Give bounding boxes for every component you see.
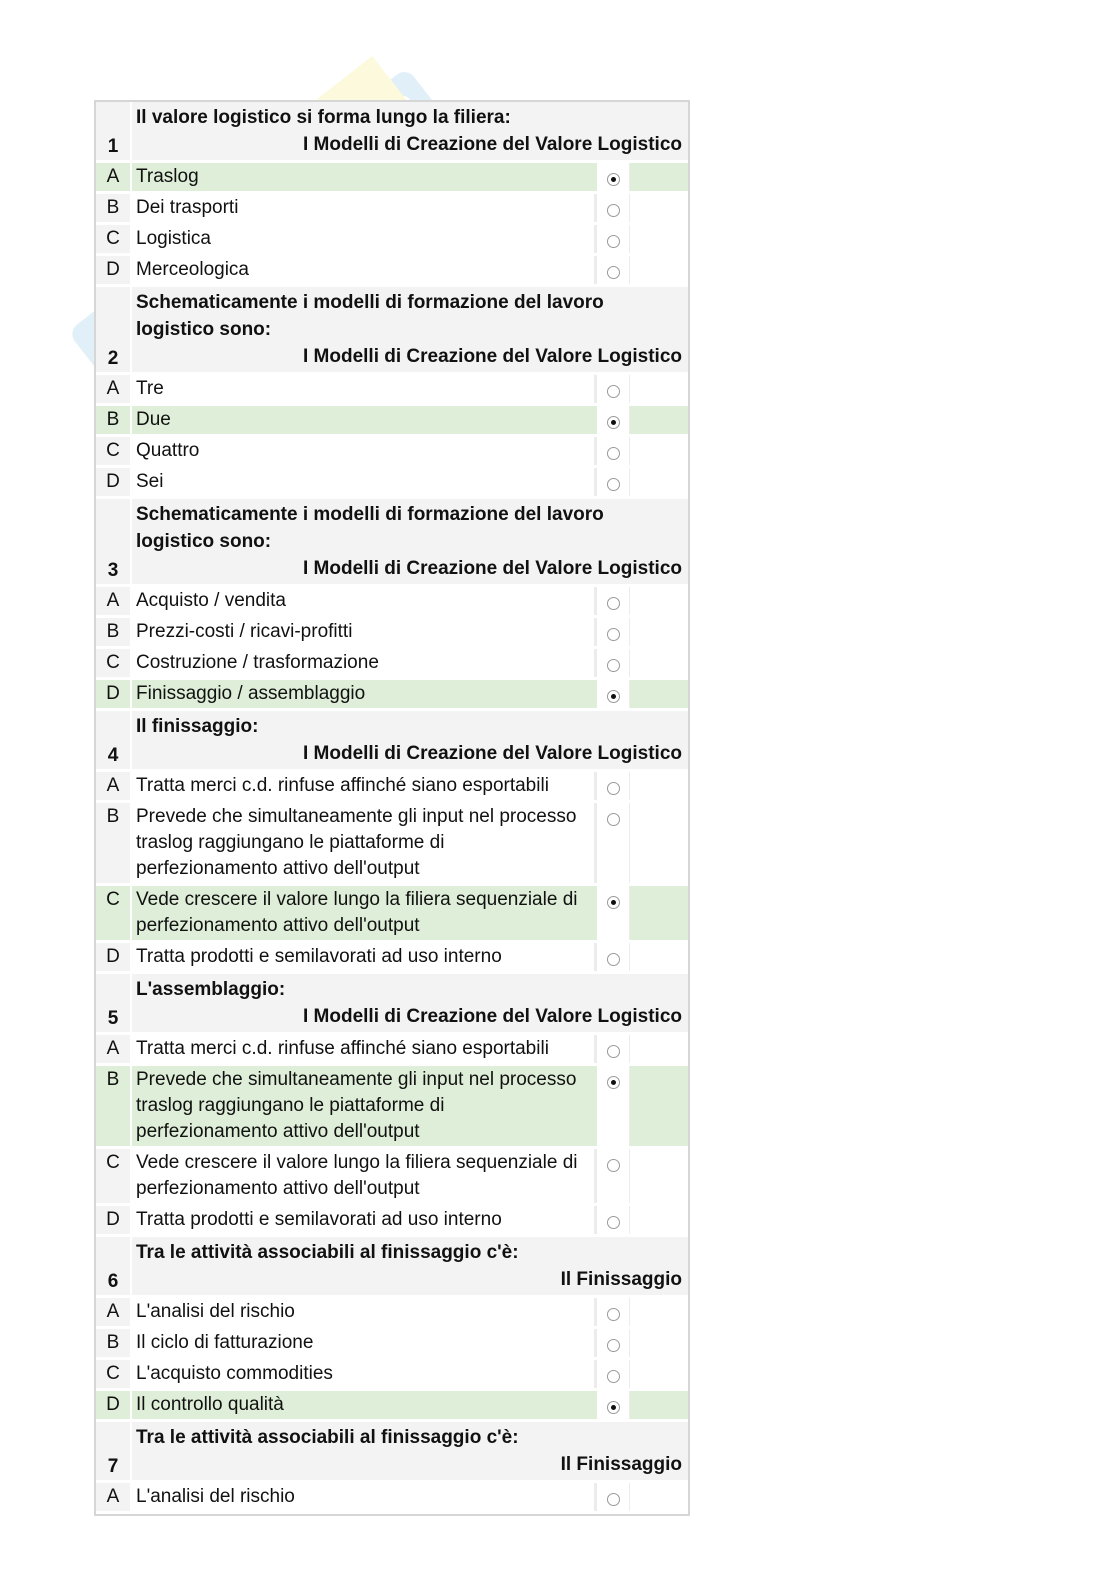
question-category: I Modelli di Creazione del Valore Logistico <box>302 134 682 155</box>
answer-highlight-cell <box>629 803 688 883</box>
option-text: Prevede che simultaneamente gli input nel processo traslog raggiungano le piattaforme di perfezionamento attivo dell'output <box>132 803 597 883</box>
option-letter: A <box>96 1035 132 1063</box>
option-letter: C <box>96 649 132 677</box>
answer-highlight-cell <box>629 256 688 284</box>
radio-selected-icon[interactable] <box>607 416 620 429</box>
answer-option[interactable] <box>96 468 688 499</box>
answer-option[interactable] <box>96 256 688 287</box>
question-header <box>96 711 688 772</box>
question-category: Il Finissaggio <box>560 1269 682 1290</box>
answer-option[interactable] <box>96 1206 688 1237</box>
option-letter: A <box>96 772 132 800</box>
option-letter: C <box>96 886 132 940</box>
question-text-block <box>132 102 688 160</box>
answer-highlight-cell <box>629 1329 688 1357</box>
option-letter: A <box>96 587 132 615</box>
option-text: Tre <box>132 375 597 403</box>
question-number: 2 <box>96 287 132 372</box>
radio-unselected-icon[interactable] <box>607 953 620 966</box>
answer-highlight-cell <box>629 468 688 496</box>
radio-cell <box>597 194 629 222</box>
answer-highlight-cell <box>629 680 688 708</box>
answer-highlight-cell <box>629 886 688 940</box>
radio-selected-icon[interactable] <box>607 1401 620 1414</box>
option-text: Tratta prodotti e semilavorati ad uso interno <box>132 943 597 971</box>
option-text: L'acquisto commodities <box>132 1360 597 1388</box>
option-text: Traslog <box>132 163 597 191</box>
option-letter: D <box>96 943 132 971</box>
radio-unselected-icon[interactable] <box>607 1045 620 1058</box>
option-text: Prevede che simultaneamente gli input nel processo traslog raggiungano le piattaforme di perfezionamento attivo dell'output <box>132 1066 597 1146</box>
radio-cell <box>597 1360 629 1388</box>
question-text-block <box>132 1422 688 1480</box>
option-text: Vede crescere il valore lungo la filiera sequenziale di perfezionamento attivo dell'output <box>132 886 597 940</box>
answer-highlight-cell <box>629 1035 688 1063</box>
radio-unselected-icon[interactable] <box>607 266 620 279</box>
option-letter: C <box>96 225 132 253</box>
radio-unselected-icon[interactable] <box>607 1159 620 1172</box>
question-text-block <box>132 711 688 769</box>
radio-cell <box>597 1483 629 1511</box>
question-number: 6 <box>96 1237 132 1295</box>
radio-selected-icon[interactable] <box>607 896 620 909</box>
answer-highlight-cell <box>629 1066 688 1146</box>
option-text: Costruzione / trasformazione <box>132 649 597 677</box>
question-number: 1 <box>96 102 132 160</box>
option-text: Il ciclo di fatturazione <box>132 1329 597 1357</box>
radio-cell <box>597 1391 629 1419</box>
question-number: 7 <box>96 1422 132 1480</box>
answer-option[interactable] <box>96 1066 688 1149</box>
option-letter: B <box>96 194 132 222</box>
answer-option[interactable] <box>96 587 688 618</box>
option-text: Dei trasporti <box>132 194 597 222</box>
radio-unselected-icon[interactable] <box>607 204 620 217</box>
radio-cell <box>597 649 629 677</box>
answer-option[interactable] <box>96 803 688 886</box>
question-number: 3 <box>96 499 132 584</box>
radio-cell <box>597 163 629 191</box>
question-header <box>96 1237 688 1298</box>
radio-cell <box>597 803 629 883</box>
option-text: Il controllo qualità <box>132 1391 597 1419</box>
question-text-block <box>132 974 688 1032</box>
answer-highlight-cell <box>629 1206 688 1234</box>
question-category: Il Finissaggio <box>560 1454 682 1475</box>
radio-cell <box>597 1066 629 1146</box>
option-letter: D <box>96 1206 132 1234</box>
radio-unselected-icon[interactable] <box>607 597 620 610</box>
option-letter: A <box>96 1483 132 1511</box>
option-letter: D <box>96 1391 132 1419</box>
answer-option[interactable] <box>96 772 688 803</box>
answer-option[interactable] <box>96 194 688 225</box>
option-text: Tratta prodotti e semilavorati ad uso interno <box>132 1206 597 1234</box>
radio-unselected-icon[interactable] <box>607 1216 620 1229</box>
answer-highlight-cell <box>629 587 688 615</box>
option-letter: D <box>96 256 132 284</box>
radio-unselected-icon[interactable] <box>607 1339 620 1352</box>
radio-cell <box>597 406 629 434</box>
option-letter: B <box>96 803 132 883</box>
radio-cell <box>597 1149 629 1203</box>
answer-highlight-cell <box>629 1360 688 1388</box>
answer-option[interactable] <box>96 163 688 194</box>
answer-highlight-cell <box>629 225 688 253</box>
radio-unselected-icon[interactable] <box>607 628 620 641</box>
option-letter: A <box>96 1298 132 1326</box>
answer-highlight-cell <box>629 943 688 971</box>
radio-unselected-icon[interactable] <box>607 1308 620 1321</box>
option-text: Vede crescere il valore lungo la filiera sequenziale di perfezionamento attivo dell'output <box>132 1149 597 1203</box>
radio-cell <box>597 943 629 971</box>
radio-cell <box>597 1329 629 1357</box>
radio-cell <box>597 1298 629 1326</box>
question-text-block <box>132 1237 688 1295</box>
option-text: Tratta merci c.d. rinfuse affinché siano esportabili <box>132 1035 597 1063</box>
radio-unselected-icon[interactable] <box>607 478 620 491</box>
answer-highlight-cell <box>629 437 688 465</box>
question-text-block <box>132 499 688 584</box>
radio-cell <box>597 1035 629 1063</box>
radio-selected-icon[interactable] <box>607 1076 620 1089</box>
answer-option[interactable] <box>96 886 688 943</box>
question-category: I Modelli di Creazione del Valore Logistico <box>302 1006 682 1027</box>
question-text: L'assemblaggio: <box>136 979 286 1000</box>
answer-highlight-cell <box>629 194 688 222</box>
question-category: I Modelli di Creazione del Valore Logistico <box>302 346 682 367</box>
option-text: Merceologica <box>132 256 597 284</box>
radio-unselected-icon[interactable] <box>607 782 620 795</box>
question-text: Schematicamente i modelli di formazione del lavoro logistico sono: <box>136 504 604 552</box>
answer-option[interactable] <box>96 406 688 437</box>
radio-cell <box>597 225 629 253</box>
answer-option[interactable] <box>96 1483 688 1514</box>
option-letter: B <box>96 1066 132 1146</box>
radio-unselected-icon[interactable] <box>607 235 620 248</box>
answer-highlight-cell <box>629 1391 688 1419</box>
answer-highlight-cell <box>629 406 688 434</box>
question-text: Tra le attività associabili al finissaggio c'è: <box>136 1242 519 1263</box>
option-letter: B <box>96 618 132 646</box>
radio-cell <box>597 1206 629 1234</box>
answer-option[interactable] <box>96 1149 688 1206</box>
option-text: L'analisi del rischio <box>132 1298 597 1326</box>
radio-cell <box>597 468 629 496</box>
question-category: I Modelli di Creazione del Valore Logistico <box>302 558 682 579</box>
question-text-block <box>132 287 688 372</box>
option-text: L'analisi del rischio <box>132 1483 597 1511</box>
answer-option[interactable] <box>96 1298 688 1329</box>
option-letter: A <box>96 375 132 403</box>
option-letter: B <box>96 406 132 434</box>
option-letter: C <box>96 1149 132 1203</box>
radio-cell <box>597 375 629 403</box>
radio-selected-icon[interactable] <box>607 173 620 186</box>
radio-cell <box>597 886 629 940</box>
answer-option[interactable] <box>96 225 688 256</box>
radio-selected-icon[interactable] <box>607 690 620 703</box>
answer-option[interactable] <box>96 618 688 649</box>
answer-option[interactable] <box>96 1035 688 1066</box>
radio-cell <box>597 256 629 284</box>
question-header <box>96 974 688 1035</box>
question-text: Il valore logistico si forma lungo la filiera: <box>136 107 511 128</box>
question-text: Schematicamente i modelli di formazione del lavoro logistico sono: <box>136 292 604 340</box>
radio-unselected-icon[interactable] <box>607 1370 620 1383</box>
answer-option[interactable] <box>96 1391 688 1422</box>
question-header <box>96 287 688 375</box>
question-header <box>96 102 688 163</box>
answer-option[interactable] <box>96 1329 688 1360</box>
radio-cell <box>597 772 629 800</box>
radio-cell <box>597 618 629 646</box>
option-letter: C <box>96 1360 132 1388</box>
question-text: Tra le attività associabili al finissaggio c'è: <box>136 1427 519 1448</box>
answer-highlight-cell <box>629 163 688 191</box>
option-letter: B <box>96 1329 132 1357</box>
radio-unselected-icon[interactable] <box>607 813 620 826</box>
radio-cell <box>597 437 629 465</box>
option-letter: C <box>96 437 132 465</box>
question-header <box>96 1422 688 1483</box>
answer-highlight-cell <box>629 649 688 677</box>
option-text: Due <box>132 406 597 434</box>
radio-cell <box>597 587 629 615</box>
answer-option[interactable] <box>96 943 688 974</box>
option-text: Sei <box>132 468 597 496</box>
question-number: 5 <box>96 974 132 1032</box>
answer-option[interactable] <box>96 437 688 468</box>
option-text: Acquisto / vendita <box>132 587 597 615</box>
answer-highlight-cell <box>629 375 688 403</box>
quiz-sheet <box>94 100 690 1516</box>
option-text: Prezzi-costi / ricavi-profitti <box>132 618 597 646</box>
answer-highlight-cell <box>629 1298 688 1326</box>
answer-highlight-cell <box>629 772 688 800</box>
option-letter: D <box>96 680 132 708</box>
radio-unselected-icon[interactable] <box>607 447 620 460</box>
answer-option[interactable] <box>96 1360 688 1391</box>
answer-highlight-cell <box>629 618 688 646</box>
option-text: Logistica <box>132 225 597 253</box>
answer-option[interactable] <box>96 649 688 680</box>
answer-highlight-cell <box>629 1483 688 1511</box>
option-letter: A <box>96 163 132 191</box>
question-category: I Modelli di Creazione del Valore Logistico <box>302 743 682 764</box>
question-header <box>96 499 688 587</box>
question-number: 4 <box>96 711 132 769</box>
option-text: Tratta merci c.d. rinfuse affinché siano esportabili <box>132 772 597 800</box>
question-text: Il finissaggio: <box>136 716 259 737</box>
answer-option[interactable] <box>96 680 688 711</box>
radio-unselected-icon[interactable] <box>607 385 620 398</box>
answer-option[interactable] <box>96 375 688 406</box>
option-letter: D <box>96 468 132 496</box>
answer-highlight-cell <box>629 1149 688 1203</box>
option-text: Quattro <box>132 437 597 465</box>
option-text: Finissaggio / assemblaggio <box>132 680 597 708</box>
radio-unselected-icon[interactable] <box>607 659 620 672</box>
radio-cell <box>597 680 629 708</box>
radio-unselected-icon[interactable] <box>607 1493 620 1506</box>
